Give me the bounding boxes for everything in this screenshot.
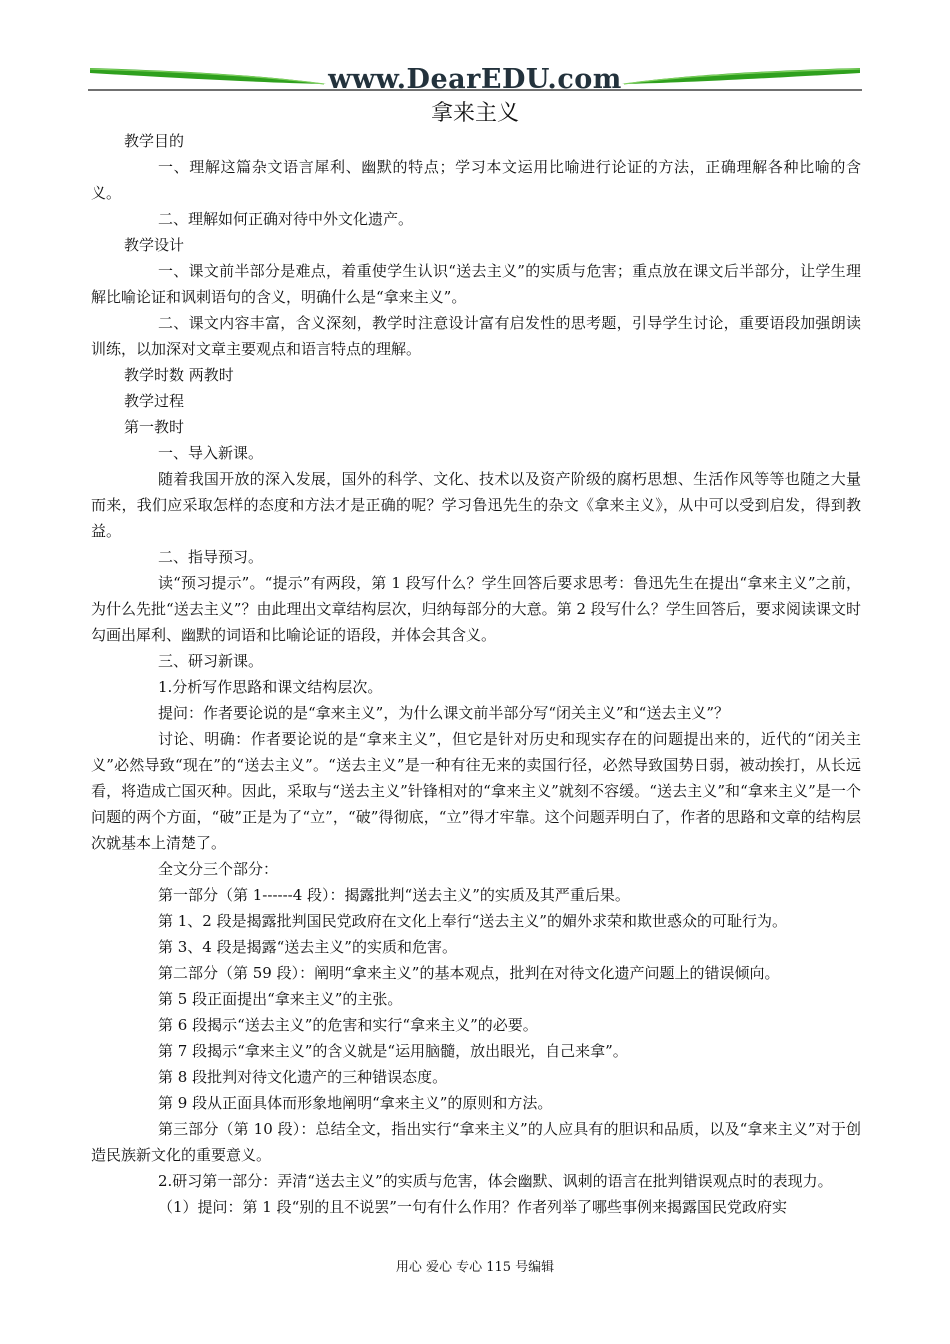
paragraph: 第一部分（第 1------4 段）：揭露批判“送去主义”的实质及其严重后果。	[158, 886, 630, 904]
paragraph: 一、导入新课。	[158, 444, 264, 462]
section-heading: 教学目的	[124, 132, 185, 150]
paragraph: 第三部分（第 10 段）：总结全文，指出实行“拿来主义”的人应具有的胆识和品质，以及“拿来主义”对于创造民族新文化的重要意义。	[91, 1120, 861, 1164]
paragraph: 讨论、明确：作者要论说的是“拿来主义”，但它是针对历史和现实存在的问题提出来的，近代的“闭关主义”必然导致“现在”的“送去主义”。“送去主义”是一种有往无来的卖国行径，必然导致国势日弱，被动挨打，从长远看，将造成亡国灭种。因此，采取与“送去主义”针锋相对的“拿来主义”就刻不容缓。“送去主义”和“拿来主义”是一个问题的两个方面，“破”正是为了“立”，“破”得彻底，“立”得才牢靠。这个问题弄明白了，作者的思路和文章的结构层次就基本上清楚了。	[91, 730, 861, 852]
section-heading: 第一教时	[124, 418, 185, 436]
paragraph: 一、课文前半部分是难点，着重使学生认识“送去主义”的实质与危害；重点放在课文后半部分，让学生理解比喻论证和讽刺语句的含义，明确什么是“拿来主义”。	[91, 262, 861, 306]
paragraph: 第 6 段揭示“送去主义”的危害和实行“拿来主义”的必要。	[158, 1016, 538, 1034]
paragraph: 2.研习第一部分：弄清“送去主义”的实质与危害，体会幽默、讽刺的语言在批判错误观点时的表现力。	[158, 1172, 833, 1190]
paragraph: 1.分析写作思路和课文结构层次。	[158, 678, 383, 696]
document-title: 拿来主义	[430, 101, 519, 126]
page-footer: 用心 爱心 专心 115 号编辑	[395, 1260, 555, 1275]
paragraph: 三、研习新课。	[158, 652, 264, 670]
section-heading: 教学过程	[124, 392, 185, 410]
paragraph: 第 7 段揭示“拿来主义”的含义就是“运用脑髓，放出眼光，自己来拿”。	[158, 1042, 628, 1060]
section-heading: 教学设计	[124, 236, 185, 254]
paragraph: 提问：作者要论说的是“拿来主义”，为什么课文前半部分写“闭关主义”和“送去主义”？	[158, 704, 730, 722]
paragraph: 第 5 段正面提出“拿来主义”的主张。	[158, 990, 403, 1008]
paragraph: 一、理解这篇杂文语言犀利、幽默的特点；学习本文运用比喻进行论证的方法，正确理解各种比喻的含义。	[91, 158, 861, 202]
paragraph: 二、理解如何正确对待中外文化遗产。	[158, 210, 414, 228]
paragraph: 二、指导预习。	[158, 548, 264, 566]
paragraph: 第 1、2 段是揭露批判国民党政府在文化上奉行“送去主义”的媚外求荣和欺世惑众的可耻行为。	[158, 912, 787, 930]
site-logo-text: www.DearEDU.com	[328, 64, 622, 95]
paragraph: 随着我国开放的深入发展，国外的科学、文化、技术以及资产阶级的腐朽思想、生活作风等等也随之大量而来，我们应采取怎样的态度和方法才是正确的呢？学习鲁迅先生的杂文《拿来主义》，从中可以受到启发，得到教益。	[91, 470, 861, 540]
header-banner	[88, 60, 862, 100]
document-body	[91, 128, 861, 1220]
paragraph: （1）提问：第 1 段“别的且不说罢”一句有什么作用？作者列举了哪些事例来揭露国民党政府实	[158, 1198, 787, 1216]
paragraph: 二、课文内容丰富，含义深刻，教学时注意设计富有启发性的思考题，引导学生讨论，重要语段加强朗读训练，以加深对文章主要观点和语言特点的理解。	[91, 314, 861, 358]
section-heading: 教学时数 两教时	[124, 366, 234, 384]
paragraph: 第二部分（第 59 段）：阐明“拿来主义”的基本观点，批判在对待文化遗产问题上的错误倾向。	[158, 964, 780, 982]
paragraph: 第 9 段从正面具体而形象地阐明“拿来主义”的原则和方法。	[158, 1094, 553, 1112]
paragraph: 全文分三个部分：	[158, 860, 279, 878]
paragraph: 第 8 段批判对待文化遗产的三种错误态度。	[158, 1068, 448, 1086]
paragraph: 第 3、4 段是揭露“送去主义”的实质和危害。	[158, 938, 457, 956]
paragraph: 读“预习提示”。“提示”有两段，第 1 段写什么？学生回答后要求思考：鲁迅先生在提出“拿来主义”之前，为什么先批“送去主义”？由此理出文章结构层次，归纳每部分的大意。第 2 段写什么？学生回答后，要求阅读课文时勾画出犀利、幽默的词语和比喻论证的语段，并体会其含义。	[91, 574, 861, 644]
